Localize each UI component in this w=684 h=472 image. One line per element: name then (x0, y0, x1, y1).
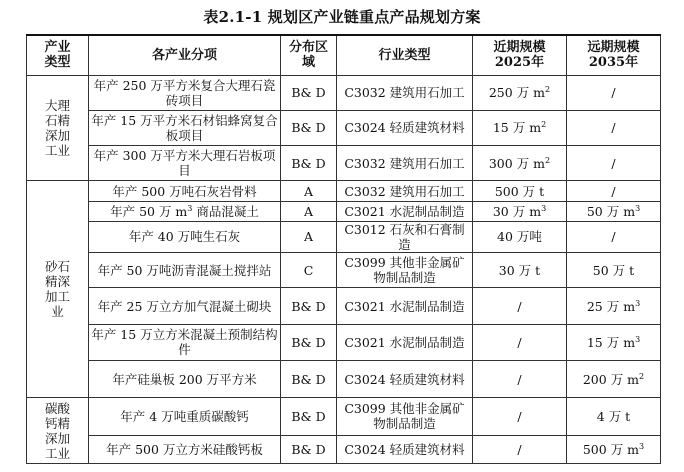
zone-cell: B& D (281, 110, 337, 145)
near-term-cell: 40 万吨 (473, 221, 567, 252)
header-sector: 行业类型 (337, 35, 473, 75)
sector-cell: C3024 轻质建筑材料 (337, 110, 473, 145)
zone-cell: B& D (281, 398, 337, 435)
header-long-term: 远期规模 2035年 (567, 35, 661, 75)
long-term-cell: 50 万 $m^3$ (567, 201, 661, 221)
zone-cell: B& D (281, 361, 337, 398)
near-term-cell: / (473, 361, 567, 398)
long-term-cell: 200 万 $m^2$ (567, 361, 661, 398)
long-term-cell: / (567, 110, 661, 145)
table-row (27, 361, 661, 398)
near-term-cell: 30 万 $m^3$ (473, 201, 567, 221)
sector-cell: C3012 石灰和石膏制造 (337, 221, 473, 252)
sector-cell: C3021 水泥制品制造 (337, 324, 473, 360)
near-term-cell: 30 万 t (473, 253, 567, 288)
sector-cell: C3024 轻质建筑材料 (337, 435, 473, 463)
zone-cell: B& D (281, 435, 337, 463)
table-row (27, 288, 661, 324)
table-row (27, 146, 661, 181)
table-row (27, 110, 661, 145)
long-term-cell: / (567, 181, 661, 201)
zone-cell: A (281, 181, 337, 201)
header-industry-type: 产业 类型 (27, 35, 89, 75)
industry-type-cell: 大理 石精 深加 工业 (27, 75, 89, 181)
near-term-cell: / (473, 324, 567, 360)
table-row (27, 435, 661, 463)
zone-cell: B& D (281, 146, 337, 181)
sub-item-cell: 年产 25 万立方加气混凝土砌块 (89, 288, 281, 324)
sub-item-cell: 年产 250 万平方米复合大理石瓷砖项目 (89, 75, 281, 110)
zone-cell: A (281, 201, 337, 221)
sub-item-cell: 年产硅巢板 200 万平方米 (89, 361, 281, 398)
table-row (27, 181, 661, 201)
near-term-cell: 15 万 $m^2$ (473, 110, 567, 145)
sector-cell: C3032 建筑用石加工 (337, 181, 473, 201)
sub-item-cell: 年产 15 万平方米石材铝蜂窝复合板项目 (89, 110, 281, 145)
zone-cell: A (281, 221, 337, 252)
near-term-cell: / (473, 435, 567, 463)
table-row (27, 221, 661, 252)
zone-cell: B& D (281, 288, 337, 324)
product-plan-table (26, 34, 661, 464)
long-term-cell: / (567, 75, 661, 110)
zone-cell: B& D (281, 324, 337, 360)
table-row (27, 201, 661, 221)
sub-item-cell: 年产 40 万吨生石灰 (89, 221, 281, 252)
near-term-cell: / (473, 288, 567, 324)
near-term-cell: / (473, 398, 567, 435)
long-term-cell: 15 万 $m^3$ (567, 324, 661, 360)
header-zone: 分布区 域 (281, 35, 337, 75)
sub-item-cell: 年产 15 万立方米混凝土预制结构件 (89, 324, 281, 360)
header-sub-item: 各产业分项 (89, 35, 281, 75)
near-term-cell: 500 万 t (473, 181, 567, 201)
sector-cell: C3099 其他非金属矿物制品制造 (337, 253, 473, 288)
sub-item-cell: 年产 50 万 $m^3$ 商品混凝土 (89, 201, 281, 221)
table-body (27, 75, 661, 464)
industry-type-cell: 碳酸 钙精 深加 工业 (27, 398, 89, 464)
table-row (27, 253, 661, 288)
sector-cell: C3032 建筑用石加工 (337, 75, 473, 110)
sector-cell: C3032 建筑用石加工 (337, 146, 473, 181)
industry-type-cell: 砂石 精深 加工 业 (27, 181, 89, 398)
table-title: 表2.1-1 规划区产业链重点产品规划方案 (203, 8, 481, 26)
long-term-cell: 4 万 t (567, 398, 661, 435)
table-row (27, 75, 661, 110)
table-row (27, 398, 661, 435)
sub-item-cell: 年产 50 万吨沥青混凝土搅拌站 (89, 253, 281, 288)
sector-cell: C3021 水泥制品制造 (337, 288, 473, 324)
sector-cell: C3021 水泥制品制造 (337, 201, 473, 221)
near-term-cell: 250 万 $m^2$ (473, 75, 567, 110)
sub-item-cell: 年产 4 万吨重质碳酸钙 (89, 398, 281, 435)
long-term-cell: 500 万 $m^3$ (567, 435, 661, 463)
table-row (27, 324, 661, 360)
zone-cell: B& D (281, 75, 337, 110)
long-term-cell: 50 万 t (567, 253, 661, 288)
near-term-cell: 300 万 $m^2$ (473, 146, 567, 181)
zone-cell: C (281, 253, 337, 288)
long-term-cell: / (567, 146, 661, 181)
sector-cell: C3099 其他非金属矿物制品制造 (337, 398, 473, 435)
sector-cell: C3024 轻质建筑材料 (337, 361, 473, 398)
header-row (27, 35, 661, 75)
header-near-term: 近期规模 2025年 (473, 35, 567, 75)
sub-item-cell: 年产 500 万立方米硅酸钙板 (89, 435, 281, 463)
sub-item-cell: 年产 300 万平方米大理石岩板项目 (89, 146, 281, 181)
long-term-cell: 25 万 $m^3$ (567, 288, 661, 324)
sub-item-cell: 年产 500 万吨石灰岩骨料 (89, 181, 281, 201)
long-term-cell: / (567, 221, 661, 252)
